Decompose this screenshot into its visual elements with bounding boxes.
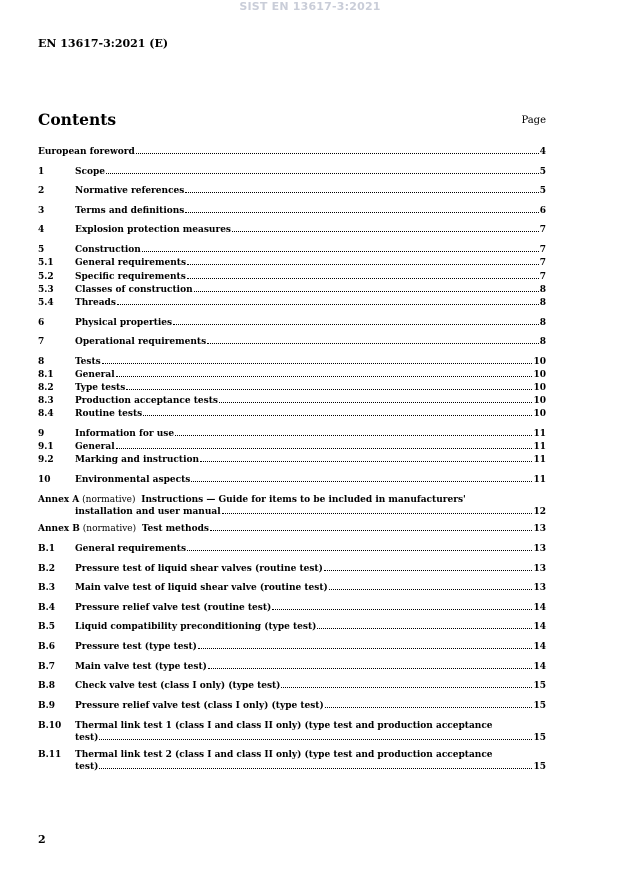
toc-entry[interactable] (38, 354, 546, 367)
toc-entry-page: 5 (539, 167, 546, 177)
toc-entry[interactable] (38, 452, 546, 465)
toc-entry-page: 15 (533, 681, 546, 691)
toc-entry[interactable] (38, 203, 546, 216)
toc-entry[interactable] (38, 619, 546, 632)
toc-entry-title: Main valve test (type test) (75, 662, 207, 672)
toc-entry-page: 15 (533, 701, 546, 711)
toc-entry-number: B.10 (38, 721, 62, 731)
toc-entry-number: 7 (38, 337, 45, 347)
dot-leader (102, 363, 533, 364)
toc-entry-title: Construction (75, 245, 141, 255)
dot-leader (126, 389, 532, 390)
toc-entry-number: 9 (38, 429, 45, 439)
dot-leader (272, 609, 532, 610)
dot-leader (116, 448, 533, 449)
toc-entry-page: 7 (539, 258, 546, 268)
toc-entry-number: 5.4 (38, 298, 54, 308)
dot-leader (194, 291, 539, 292)
page-column-label: Page (521, 115, 546, 126)
dot-leader (136, 153, 539, 154)
dot-leader (324, 570, 533, 571)
toc-entry-title: General requirements (75, 544, 187, 554)
dot-leader (329, 589, 533, 590)
dot-leader (207, 343, 539, 344)
toc-entry-number: B.11 (38, 750, 62, 760)
toc-entry-title: Instructions — Guide for items to be included in manufacturers' (141, 495, 466, 505)
document-id: EN 13617-3:2021 (E) (38, 37, 169, 50)
toc-entry-number: B.4 (38, 603, 56, 613)
toc-entry-page: 8 (539, 285, 546, 295)
dot-leader (325, 707, 533, 708)
toc-entry-number: 8.3 (38, 396, 54, 406)
toc-entry[interactable] (38, 659, 546, 672)
toc-entry[interactable] (38, 144, 546, 157)
toc-entry-title-continued: installation and user manual (75, 507, 221, 517)
dot-leader (187, 264, 539, 265)
toc-entry-continuation[interactable] (38, 504, 546, 517)
toc-entry-number: B.2 (38, 564, 56, 574)
toc-entry-page: 10 (533, 370, 546, 380)
dot-leader (281, 687, 532, 688)
toc-entry[interactable] (38, 426, 546, 439)
toc-entry-page: 10 (533, 409, 546, 419)
toc-entry-title-continued: test) (75, 733, 99, 743)
toc-entry-title: General (75, 442, 115, 452)
toc-entry-number: 2 (38, 186, 45, 196)
toc-entry-page: 13 (533, 583, 546, 593)
toc-entry-title: Environmental aspects (75, 475, 191, 485)
toc-entry-page: 14 (533, 642, 546, 652)
toc-entry-title: Classes of construction (75, 285, 193, 295)
dot-leader (143, 415, 532, 416)
dot-leader (222, 513, 533, 514)
dot-leader (200, 461, 532, 462)
toc-entry-number: 9.1 (38, 442, 54, 452)
dot-leader (187, 278, 539, 279)
toc-entry-page: 6 (539, 206, 546, 216)
toc-entry-title: Pressure test (type test) (75, 642, 197, 652)
dot-leader (198, 648, 533, 649)
dot-leader (173, 324, 539, 325)
dot-leader (232, 231, 539, 232)
dot-leader (187, 550, 532, 551)
toc-annex-label: Annex A (38, 495, 80, 505)
toc-entry[interactable] (38, 295, 546, 308)
toc-entry[interactable] (38, 472, 546, 485)
toc-entry[interactable] (38, 282, 546, 295)
toc-entry-number: 3 (38, 206, 45, 216)
toc-entry-title: European foreword (38, 147, 135, 157)
toc-entry-title: General requirements (75, 258, 187, 268)
dot-leader (99, 768, 532, 769)
toc-entry-page: 13 (533, 524, 546, 534)
toc-entry-number: 5.3 (38, 285, 54, 295)
toc-entry-title: Thermal link test 2 (class I and class II only) (type test and production acceptance (75, 750, 493, 760)
toc-entry-title: Operational requirements (75, 337, 207, 347)
toc-entry-number: B.8 (38, 681, 56, 691)
dot-leader (219, 402, 533, 403)
dot-leader (185, 212, 538, 213)
watermark: SIST EN 13617-3:2021 (239, 0, 381, 13)
toc-entry[interactable] (38, 222, 546, 235)
toc-entry-title: Terms and definitions (75, 206, 185, 216)
page-number: 2 (38, 833, 46, 846)
toc-entry-title: Check valve test (class I only) (type test) (75, 681, 281, 691)
dot-leader (185, 192, 538, 193)
toc-entry[interactable] (38, 406, 546, 419)
toc-entry-page: 7 (539, 225, 546, 235)
toc-entry[interactable] (38, 600, 546, 613)
toc-entry-title: Pressure test of liquid shear valves (routine test) (75, 564, 323, 574)
toc-entry-page: 15 (533, 762, 546, 772)
toc-entry[interactable] (38, 521, 546, 534)
toc-entry-page: 12 (533, 507, 546, 517)
toc-entry-continuation[interactable] (38, 730, 546, 743)
toc-entry-number: 5.1 (38, 258, 54, 268)
toc-entry-number: 8.2 (38, 383, 54, 393)
toc-entry[interactable] (38, 164, 546, 177)
toc-annex-label: Annex B (38, 524, 80, 534)
toc-entry-page: 15 (533, 733, 546, 743)
toc-entry[interactable] (38, 698, 546, 711)
toc-entry-title: Threads (75, 298, 116, 308)
toc-entry-title: Physical properties (75, 318, 173, 328)
toc-entry-page: 7 (539, 245, 546, 255)
toc-entry-number: 8.4 (38, 409, 54, 419)
toc-annex-note: (normative) (82, 495, 136, 505)
toc-entry-title: Normative references (75, 186, 185, 196)
toc-entry-number: B.7 (38, 662, 56, 672)
toc-entry[interactable] (38, 439, 546, 452)
toc-entry[interactable] (38, 255, 546, 268)
toc-entry-title: Main valve test of liquid shear valve (routine test) (75, 583, 328, 593)
toc-entry[interactable] (38, 269, 546, 282)
toc-entry-page: 13 (533, 544, 546, 554)
toc-entry-page: 10 (533, 383, 546, 393)
toc-entry-page: 11 (533, 475, 546, 485)
toc-entry[interactable] (38, 183, 546, 196)
toc-entry-page: 13 (533, 564, 546, 574)
toc-entry-number: 5 (38, 245, 45, 255)
toc-entry-number: 1 (38, 167, 45, 177)
toc-entry-number: B.3 (38, 583, 56, 593)
toc-entry-number: 10 (38, 475, 51, 485)
toc-entry[interactable] (38, 580, 546, 593)
dot-leader (106, 173, 539, 174)
dot-leader (317, 628, 532, 629)
toc-entry-title: Routine tests (75, 409, 143, 419)
dot-leader (142, 251, 539, 252)
contents-title: Contents (38, 110, 117, 129)
dot-leader (208, 668, 533, 669)
toc-entry[interactable] (38, 315, 546, 328)
toc-entry-page: 7 (539, 272, 546, 282)
dot-leader (99, 739, 532, 740)
toc-entry-title: Thermal link test 1 (class I and class II only) (type test and production acceptance (75, 721, 493, 731)
toc-entry-title: Explosion protection measures (75, 225, 231, 235)
toc-entry-page: 8 (539, 337, 546, 347)
toc-annex-note: (normative) (82, 524, 137, 534)
toc-entry-page: 10 (533, 396, 546, 406)
toc-entry-page: 14 (533, 662, 546, 672)
toc-entry-title: Test methods (141, 524, 209, 534)
toc-entry-title: Liquid compatibility preconditioning (type test) (75, 622, 317, 632)
toc-entry-page: 8 (539, 318, 546, 328)
toc-entry[interactable] (38, 393, 546, 406)
toc-entry-title: Scope (75, 167, 106, 177)
toc-entry-page: 14 (533, 622, 546, 632)
toc-entry[interactable] (38, 639, 546, 652)
toc-entry-number: 8.1 (38, 370, 54, 380)
toc-entry-number: B.6 (38, 642, 56, 652)
toc-entry[interactable] (38, 334, 546, 347)
toc-entry-title: Tests (75, 357, 101, 367)
toc-entry-number: 9.2 (38, 455, 54, 465)
toc-entry-number: 5.2 (38, 272, 54, 282)
toc-entry[interactable] (38, 678, 546, 691)
toc-entry[interactable] (38, 242, 546, 255)
dot-leader (175, 435, 532, 436)
toc-entry[interactable] (38, 561, 546, 574)
dot-leader (117, 304, 539, 305)
toc-entry-number: B.5 (38, 622, 56, 632)
toc-entry-title: General (75, 370, 115, 380)
toc-entry[interactable] (38, 367, 546, 380)
dot-leader (210, 530, 533, 531)
toc-entry-number: 6 (38, 318, 45, 328)
toc-entry-page: 11 (533, 429, 546, 439)
toc-entry-page: 5 (539, 186, 546, 196)
toc-entry-title: Pressure relief valve test (routine test) (75, 603, 272, 613)
toc-entry-title: Specific requirements (75, 272, 186, 282)
toc-entry-number: 8 (38, 357, 45, 367)
toc-entry-page: 8 (539, 298, 546, 308)
toc-entry-title: Production acceptance tests (75, 396, 218, 406)
toc-entry-page: 4 (539, 147, 546, 157)
toc-entry-page: 11 (533, 442, 546, 452)
toc-entry-number: B.9 (38, 701, 56, 711)
toc-entry-page: 10 (533, 357, 546, 367)
toc-entry-page: 14 (533, 603, 546, 613)
toc-entry[interactable] (38, 541, 546, 554)
toc-entry-title: Information for use (75, 429, 175, 439)
toc-entry-title: Type tests (75, 383, 126, 393)
toc-entry[interactable] (38, 380, 546, 393)
toc-entry-title: Pressure relief valve test (class I only) (type test) (75, 701, 324, 711)
toc-entry-continuation[interactable] (38, 759, 546, 772)
toc-entry-number: B.1 (38, 544, 56, 554)
dot-leader (116, 376, 533, 377)
toc-entry-page: 11 (533, 455, 546, 465)
toc-entry-number: 4 (38, 225, 45, 235)
toc-entry-title-continued: test) (75, 762, 99, 772)
toc-entry-title: Marking and instruction (75, 455, 200, 465)
dot-leader (191, 481, 532, 482)
